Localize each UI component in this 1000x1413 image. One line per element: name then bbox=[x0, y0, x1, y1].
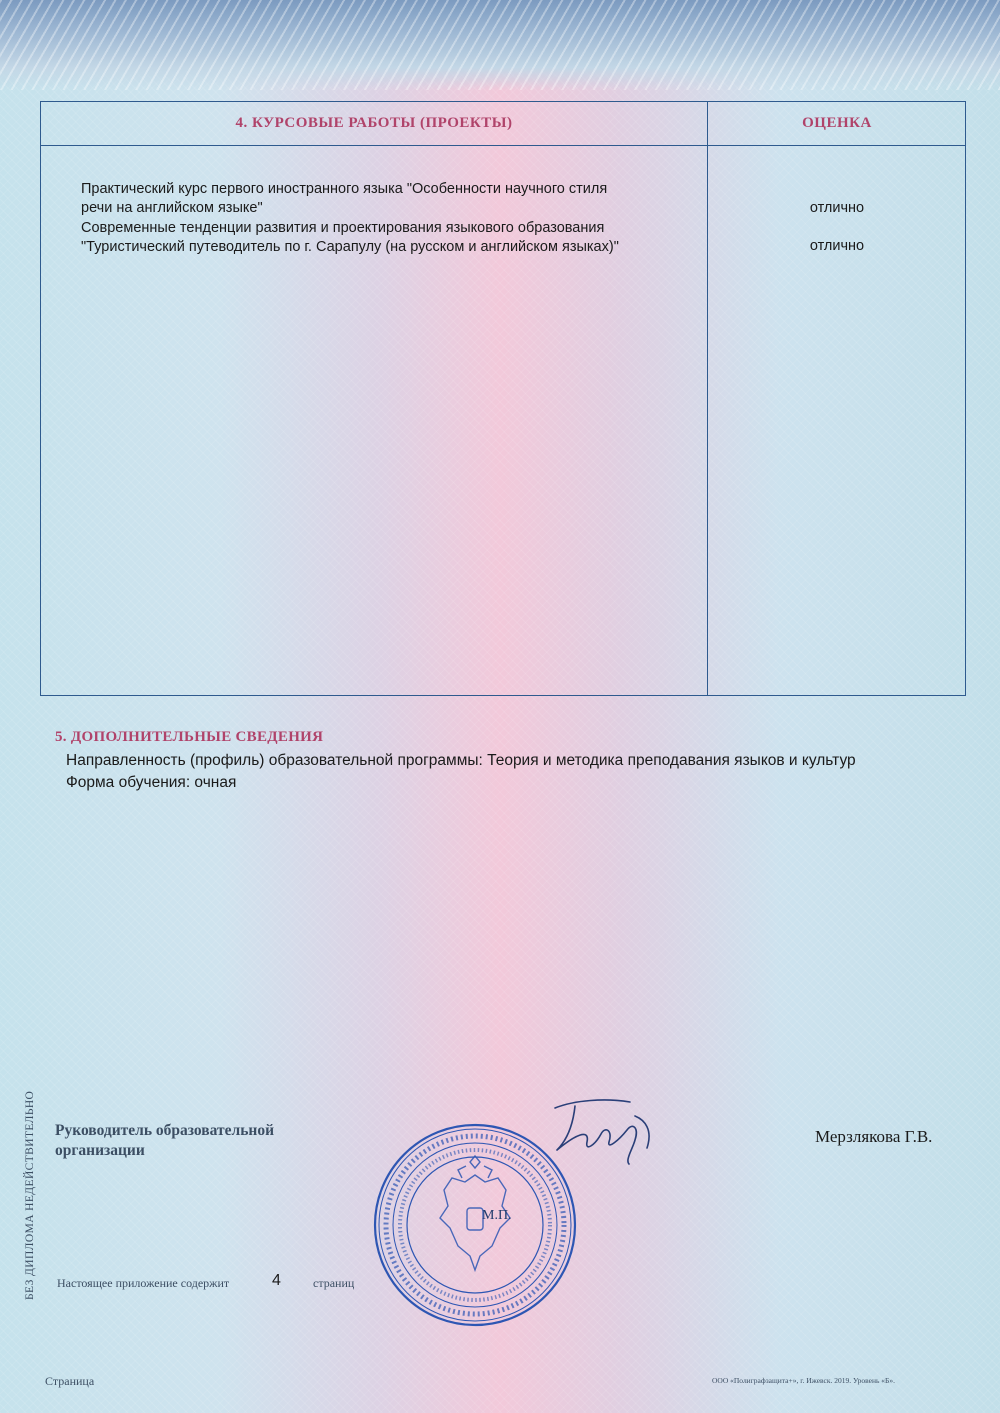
official-seal-image bbox=[370, 1120, 580, 1330]
header-divider bbox=[41, 145, 965, 146]
printer-info: ООО «Полиграфзащита+», г. Ижевск. 2019. Уровень «Б». bbox=[712, 1376, 895, 1385]
pages-count-label: Настоящее приложение содержит bbox=[57, 1276, 230, 1290]
coursework-table bbox=[40, 101, 966, 696]
page-label: Страница bbox=[45, 1374, 95, 1388]
coursework-title-1: Практический курс первого иностранного языка "Особенности научного стиля речи на английском языке" bbox=[81, 181, 608, 216]
coursework-grade-2: отлично bbox=[809, 238, 865, 254]
seal-mark: М.П. bbox=[482, 1208, 512, 1223]
pages-count-value: 4 bbox=[272, 1272, 281, 1289]
study-form-text: Форма обучения: очная bbox=[66, 774, 237, 791]
pages-count-suffix: страниц bbox=[313, 1276, 355, 1290]
additional-info-heading: 5. ДОПОЛНИТЕЛЬНЫЕ СВЕДЕНИЯ bbox=[55, 729, 324, 745]
coursework-title-2: Современные тенденции развития и проектирования языкового образования "Туристический путеводитель по г. Сарапулу (на русском и английском языках)" bbox=[81, 220, 619, 255]
column-divider bbox=[707, 102, 708, 695]
signer-role: Руководитель образовательной организации bbox=[55, 1122, 274, 1159]
side-warning-text: БЕЗ ДИПЛОМА НЕДЕЙСТВИТЕЛЬНО bbox=[24, 1090, 36, 1300]
program-profile-text: Направленность (профиль) образовательной программы: Теория и методика преподавания языков и культур bbox=[66, 752, 856, 769]
signer-name: Мерзлякова Г.В. bbox=[815, 1127, 933, 1146]
grade-header: ОЦЕНКА bbox=[802, 115, 872, 131]
security-pattern-band bbox=[0, 0, 1000, 90]
coursework-header: 4. КУРСОВЫЕ РАБОТЫ (ПРОЕКТЫ) bbox=[235, 115, 513, 131]
coursework-grade-1: отлично bbox=[809, 200, 865, 216]
